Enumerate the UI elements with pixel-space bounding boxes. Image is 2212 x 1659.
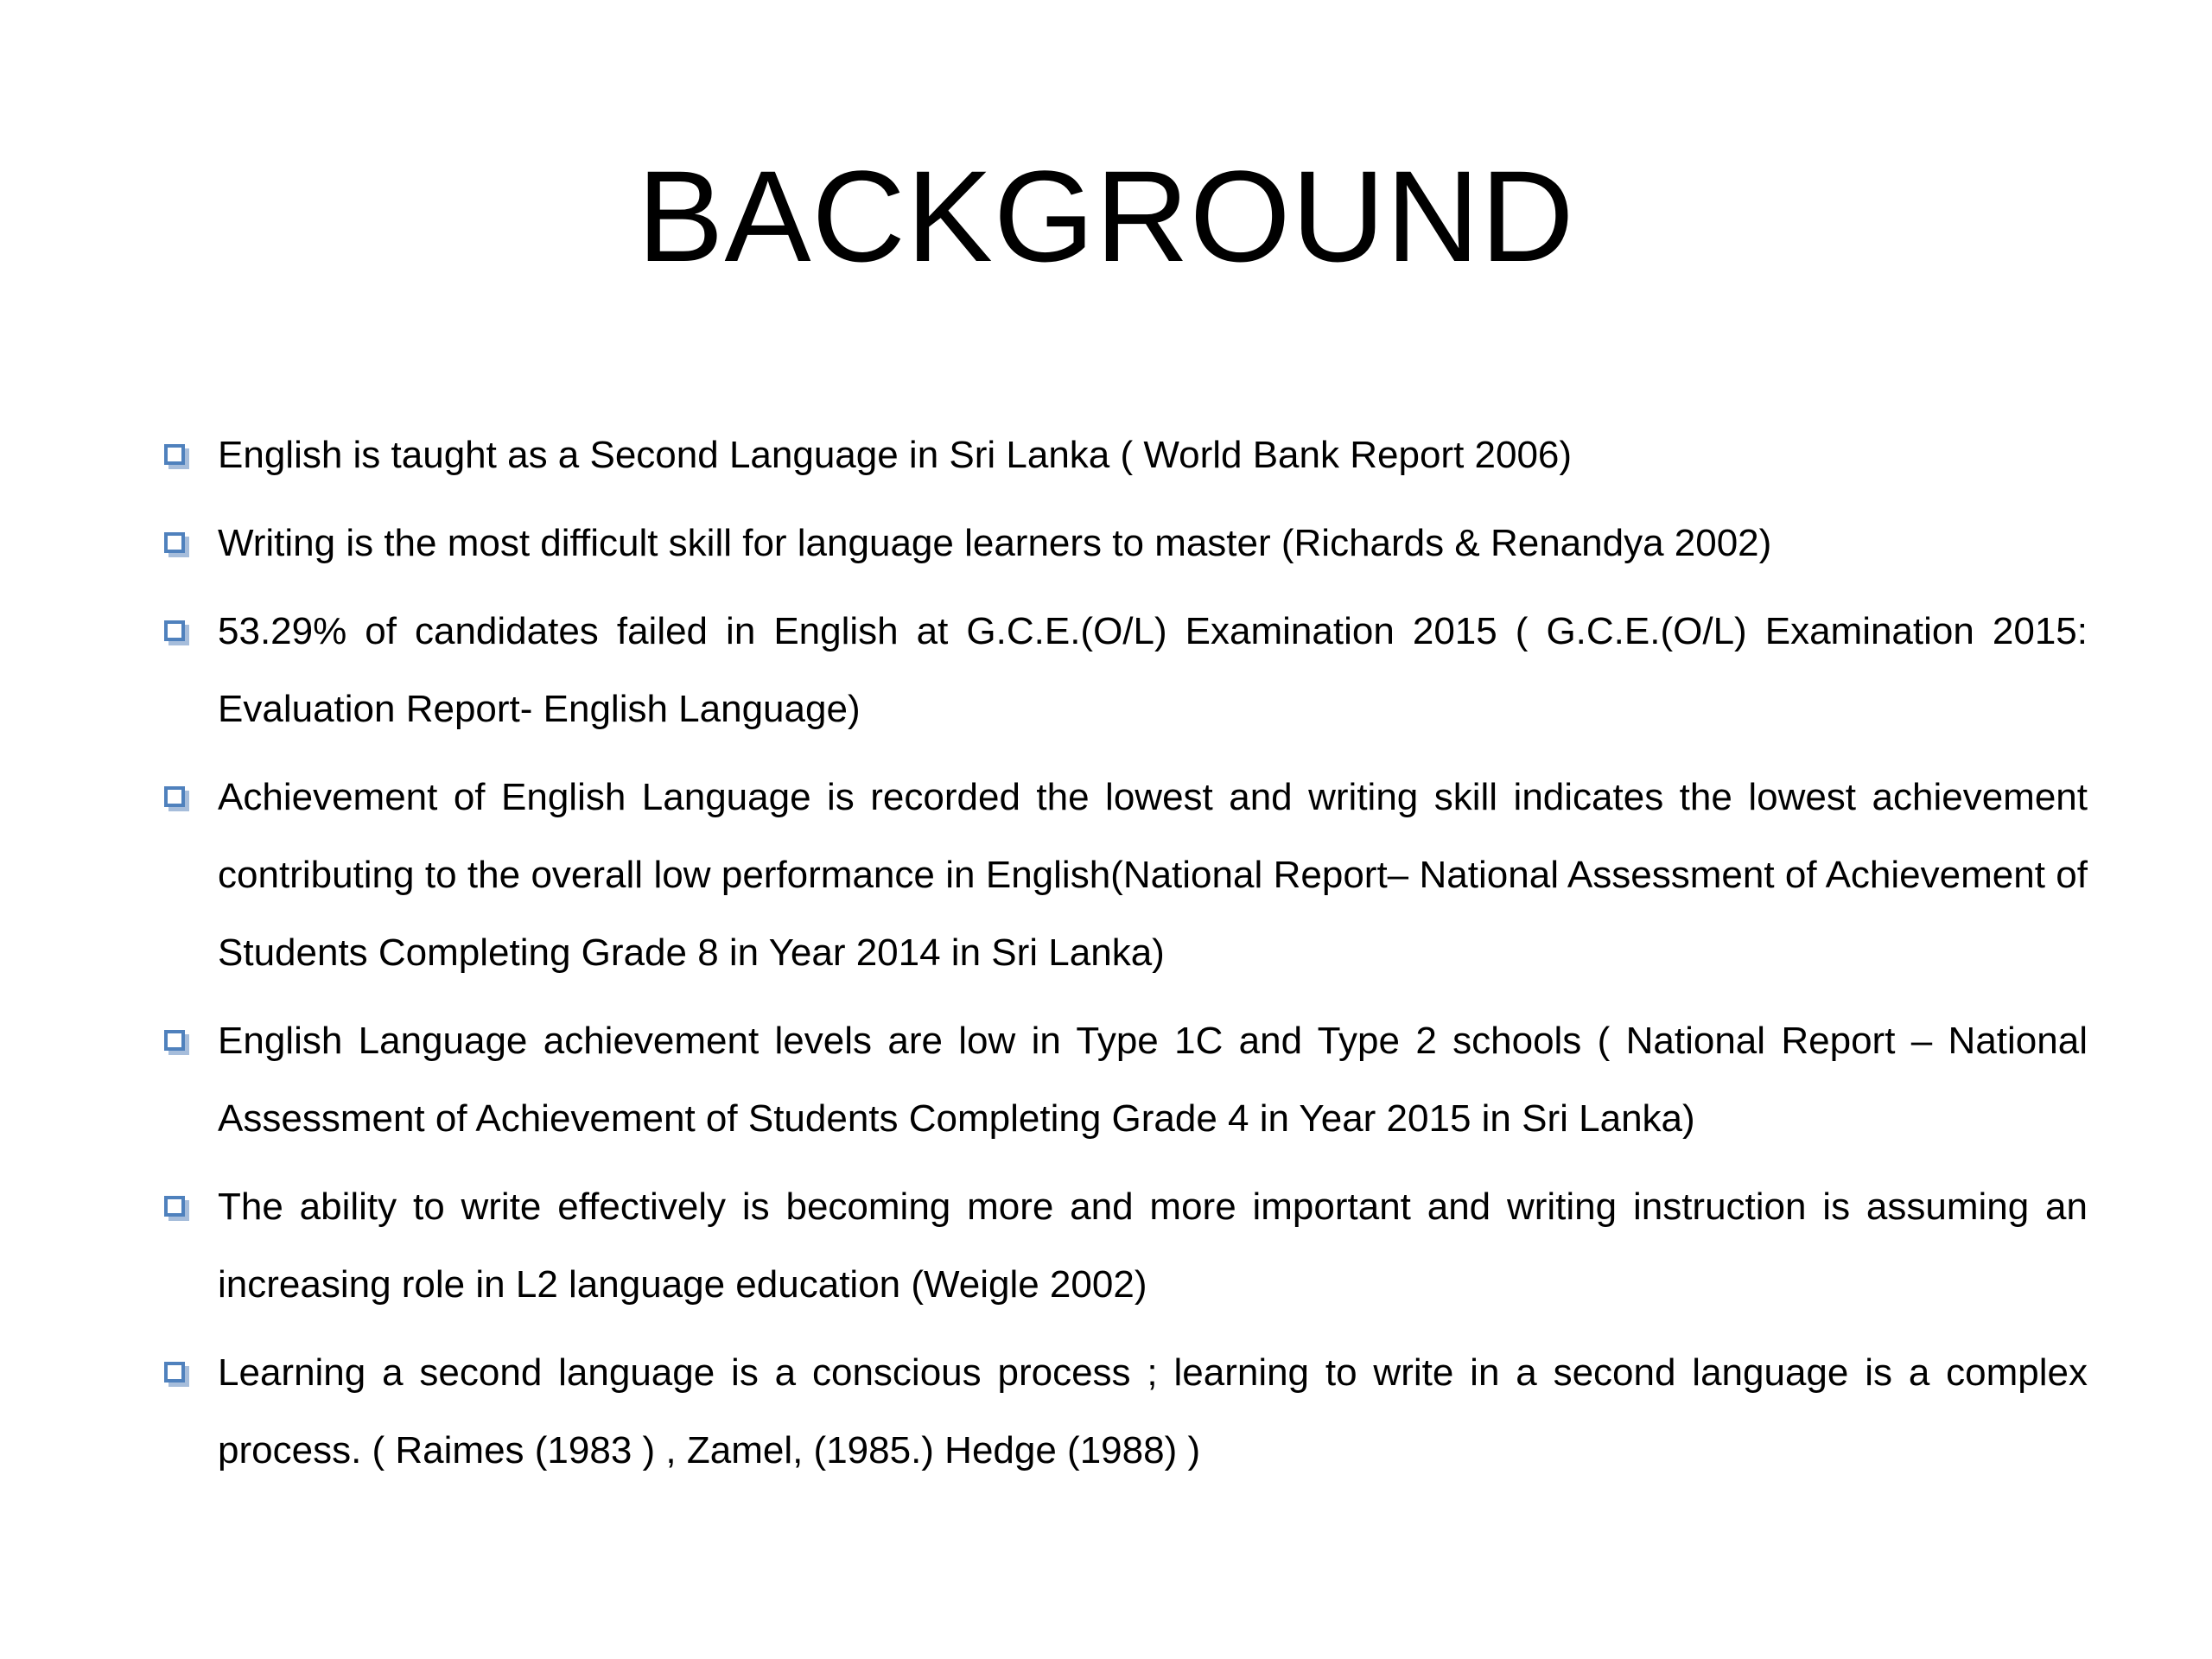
slide-title: BACKGROUND xyxy=(637,143,1575,289)
bullet-list xyxy=(162,416,2088,1500)
square-bullet-icon xyxy=(164,1362,185,1382)
bullet-text: The ability to write effectively is becoming more and more important and writing instruction is assuming an increasing role in L2 language education (Weigle 2002) xyxy=(218,1185,2088,1306)
list-item xyxy=(162,1002,2088,1158)
bullet-text: 53.29% of candidates failed in English at G.C.E.(O/L) Examination 2015 ( G.C.E.(O/L) Examination 2015: Evaluation Report- English Language) xyxy=(218,610,2088,730)
bullet-text: English Language achievement levels are low in Type 1C and Type 2 schools ( National Report – National Assessment of Achievement of Students Completing Grade 4 in Year 2015 in Sri Lanka) xyxy=(218,1020,2088,1140)
bullet-text: Writing is the most difficult skill for language learners to master (Richards & Renandya 2002) xyxy=(218,522,1772,564)
bullet-text: Achievement of English Language is recorded the lowest and writing skill indicates the lowest achievement contributing to the overall low performance in English(National Report– National Assessment of Achievement of Students Completing Grade 8 in Year 2014 in Sri Lanka) xyxy=(218,776,2088,974)
list-item xyxy=(162,759,2088,992)
list-item xyxy=(162,416,2088,494)
list-item xyxy=(162,1168,2088,1324)
square-bullet-icon xyxy=(164,532,185,553)
square-bullet-icon xyxy=(164,620,185,641)
list-item xyxy=(162,1334,2088,1490)
bullet-text: English is taught as a Second Language in Sri Lanka ( World Bank Report 2006) xyxy=(218,434,1573,476)
list-item xyxy=(162,505,2088,582)
bullet-text: Learning a second language is a conscious process ; learning to write in a second language is a complex process. ( Raimes (1983 ) , Zamel, (1985.) Hedge (1988) ) xyxy=(218,1351,2088,1471)
square-bullet-icon xyxy=(164,444,185,465)
list-item xyxy=(162,593,2088,748)
square-bullet-icon xyxy=(164,1030,185,1051)
square-bullet-icon xyxy=(164,786,185,807)
square-bullet-icon xyxy=(164,1196,185,1217)
